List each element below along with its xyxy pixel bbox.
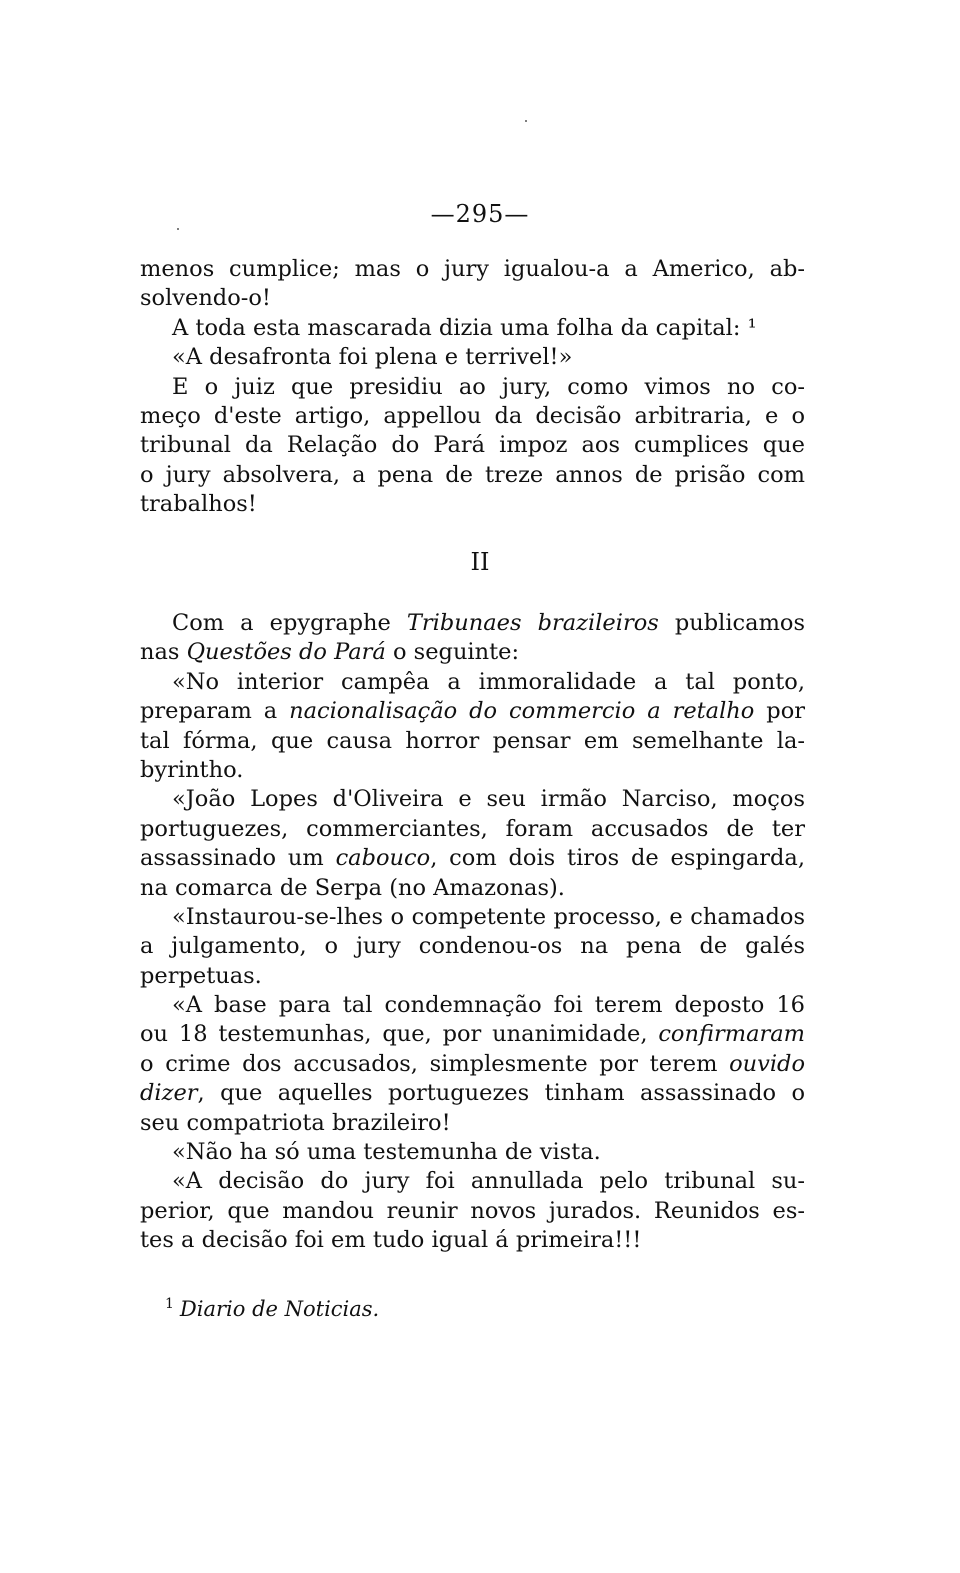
text-run: tal fórma, que causa horror pensar em semelhante la- (140, 727, 805, 754)
text-run: publicamos (658, 610, 805, 636)
text-line (140, 609, 805, 638)
text-line (140, 343, 805, 372)
text-block-1 (140, 255, 805, 520)
text-run: «A decisão do jury foi annullada pelo tribunal su- (172, 1168, 805, 1195)
text-run: perior, que mandou reunir novos jurados. Reunidos es- (140, 1197, 805, 1224)
text-line (140, 431, 805, 460)
footnote-text: Diario de Noticias. (179, 1297, 380, 1321)
section-heading: II (470, 548, 490, 576)
text-line (140, 314, 805, 343)
text-line (140, 1226, 805, 1255)
text-run: o seguinte: (385, 639, 520, 666)
text-line (140, 1020, 805, 1049)
text-run: na comarca de Serpa (no Amazonas). (140, 874, 565, 901)
text-run: assassinado um (140, 845, 336, 872)
text-run: , que aquelles portuguezes tinham assassinado o (197, 1080, 805, 1107)
text-line (140, 785, 805, 814)
text-run: «A base para tal condemnação foi terem deposto 16 (172, 992, 805, 1019)
text-line (140, 373, 805, 402)
text-run: «Não ha só uma testemunha de vista. (172, 1139, 601, 1166)
italic-text: dizer (140, 1080, 198, 1107)
italic-text: nacionalisação do commercio a retalho (289, 698, 755, 725)
text-run: solvendo-o! (140, 285, 271, 312)
text-line (140, 1167, 805, 1196)
text-line (140, 1197, 805, 1226)
footnote-mark: 1 (165, 1296, 174, 1312)
text-line (140, 727, 805, 756)
text-run: A toda esta mascarada dizia uma folha da capital: ¹ (172, 314, 757, 341)
text-line (140, 668, 805, 697)
text-line (140, 756, 805, 785)
text-run: ou 18 testemunhas, que, por unanimidade, (140, 1021, 659, 1048)
footnote (165, 1296, 379, 1321)
text-run: «João Lopes d'Oliveira e seu irmão Narciso, moços (172, 786, 805, 813)
text-run: preparam a (140, 698, 290, 725)
text-line (140, 255, 805, 284)
text-run: E o juiz que presidiu ao jury, como vimos no co- (172, 373, 805, 400)
text-run: a julgamento, o jury condenou-os na pena de galés (140, 933, 805, 960)
text-run: «No interior campêa a immoralidade a tal ponto, (172, 668, 805, 695)
text-block-2 (140, 609, 805, 1256)
text-line (140, 815, 805, 844)
page-number: —295— (430, 200, 530, 228)
text-line (140, 932, 805, 961)
text-run: trabalhos! (140, 491, 257, 518)
text-line (140, 1079, 805, 1108)
italic-text: confirmaram (658, 1021, 805, 1048)
text-line (140, 844, 805, 873)
italic-text: ouvido (729, 1050, 805, 1077)
text-line (140, 697, 805, 726)
italic-text: Questões do Pará (186, 639, 386, 666)
text-run: byrintho. (140, 756, 244, 783)
text-line (140, 461, 805, 490)
text-line (140, 1050, 805, 1079)
text-run: meço d'este artigo, appellou da decisão arbitraria, e o (140, 402, 805, 429)
text-line (140, 991, 805, 1020)
text-line (140, 874, 805, 903)
text-run: perpetuas. (140, 962, 262, 989)
text-run: seu compatriota brazileiro! (140, 1109, 451, 1136)
text-line (140, 962, 805, 991)
text-line (140, 284, 805, 313)
text-run: «Instaurou-se-lhes o competente processo, e chamados (172, 903, 805, 930)
scan-speck (177, 228, 179, 230)
text-run: portuguezes, commerciantes, foram accusados de ter (140, 815, 805, 842)
text-line (140, 490, 805, 519)
text-line (140, 402, 805, 431)
text-run: o jury absolvera, a pena de treze annos de prisão com (140, 461, 805, 488)
text-line (140, 1138, 805, 1167)
italic-text: cabouco (335, 845, 431, 872)
text-line (140, 903, 805, 932)
text-run: «A desafronta foi plena e terrivel!» (172, 344, 573, 371)
text-run: nas (140, 639, 187, 666)
text-run: tes a decisão foi em tudo igual á primeira!!! (140, 1227, 642, 1254)
text-run: o crime dos accusados, simplesmente por terem (140, 1050, 730, 1077)
text-run: menos cumplice; mas o jury igualou-a a Americo, ab- (140, 256, 805, 282)
text-line (140, 1109, 805, 1138)
text-line (140, 638, 805, 667)
text-run: por (754, 698, 805, 725)
scan-speck (525, 120, 527, 122)
italic-text: Tribunaes brazileiros (406, 610, 659, 636)
text-run: Com a epygraphe (172, 610, 407, 636)
text-run: , com dois tiros de espingarda, (430, 845, 806, 872)
text-run: tribunal da Relação do Pará impoz aos cumplices que (140, 432, 805, 459)
